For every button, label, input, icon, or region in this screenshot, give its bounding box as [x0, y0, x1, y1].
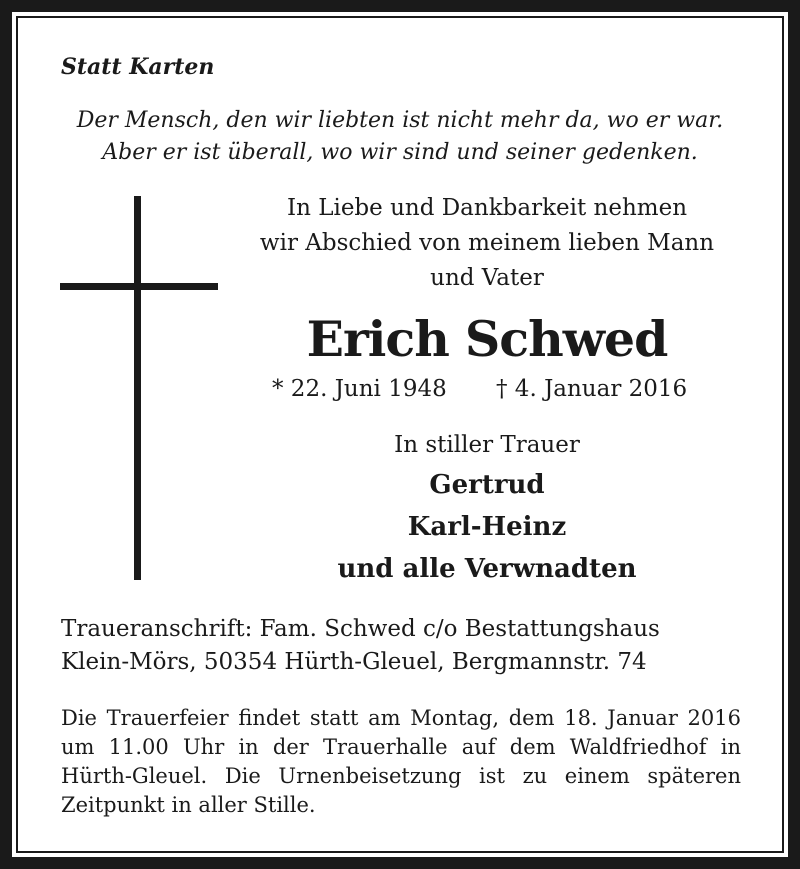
cross-horizontal-bar: [60, 283, 218, 290]
statt-karten-label: Statt Karten: [61, 54, 215, 80]
address-line-1: Traueranschrift: Fam. Schwed c/o Bestattungshaus: [61, 616, 660, 642]
mourners-heading: In stiller Trauer: [394, 432, 580, 458]
intro-line-1: In Liebe und Dankbarkeit nehmen: [286, 195, 688, 221]
address-line-2: Klein-Mörs, 50354 Hürth-Gleuel, Bergmannstr. 74: [61, 649, 647, 675]
mourner-name: und alle Verwnadten: [337, 554, 637, 584]
intro-line-2: wir Abschied von meinem lieben Mann: [259, 230, 715, 256]
ceremony-text: Die Trauerfeier findet statt am Montag, dem 18. Januar 2016 um 11.00 Uhr in der Trauerhalle auf dem Waldfriedhof in Hürth-Gleuel. Die Urnenbeisetzung ist zu einem späteren Zeitpunkt in aller Stille.: [61, 706, 741, 817]
birth-date: * 22. Juni 1948: [272, 376, 447, 402]
cross-vertical-bar: [134, 196, 141, 580]
quote-line-1: Der Mensch, den wir liebten ist nicht mehr da, wo er war.: [76, 108, 724, 133]
death-date: † 4. Januar 2016: [496, 376, 688, 402]
quote-line-2: Aber er ist überall, wo wir sind und seiner gedenken.: [102, 140, 698, 165]
intro-line-3: und Vater: [430, 265, 544, 291]
mourner-name: Gertrud: [429, 470, 545, 500]
mourner-name: Karl-Heinz: [407, 512, 567, 542]
deceased-name: Erich Schwed: [306, 310, 668, 368]
